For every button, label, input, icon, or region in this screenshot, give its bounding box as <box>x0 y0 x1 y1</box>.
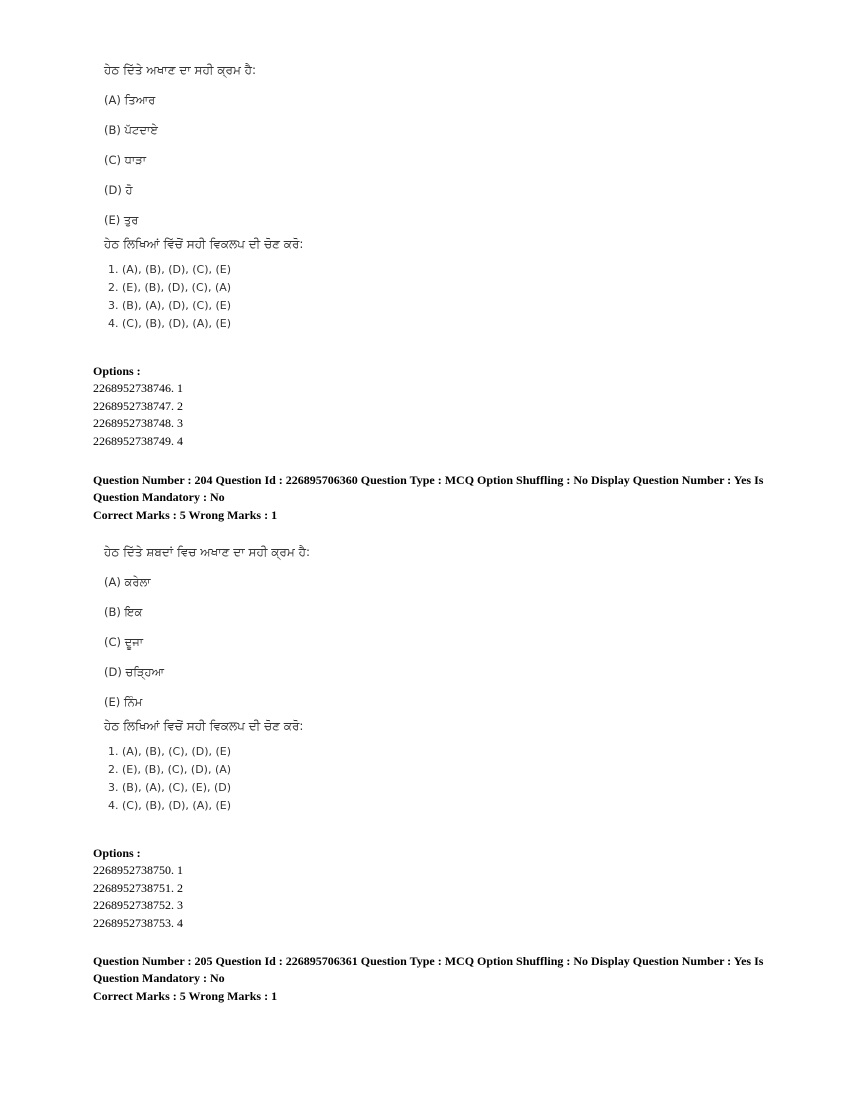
question-203-body <box>104 63 724 333</box>
item-text: ਨਿੰਮ <box>123 695 143 709</box>
item-b <box>104 123 724 137</box>
question-205-header <box>93 953 763 1005</box>
item-text: ਚੜ੍ਹਿਆ <box>125 665 165 679</box>
item-e <box>104 213 724 227</box>
item-d <box>104 183 724 197</box>
options-label: Options : <box>93 846 141 860</box>
item-text: ਇਕ <box>124 605 143 619</box>
item-a <box>104 93 724 107</box>
item-text: ਹੋ <box>125 183 133 197</box>
question-204-body <box>104 545 724 815</box>
item-letter: (A) <box>104 93 121 107</box>
item-letter: (D) <box>104 665 122 679</box>
question-stem: ਹੇਠ ਦਿੱਤੇ ਸ਼ਬਦਾਂ ਵਿਚ ਅਖਾਣ ਦਾ ਸਹੀ ਕ੍ਰਮ ਹੈ: <box>104 545 310 559</box>
choice-item: 2. (E), (B), (C), (D), (A) <box>108 763 232 776</box>
item-letter: (A) <box>104 575 121 589</box>
option-id: 2268952738752. 3 <box>93 898 183 913</box>
choice-list <box>104 261 724 333</box>
option-id: 2268952738746. 1 <box>93 381 183 396</box>
item-b <box>104 605 724 619</box>
options-label: Options : <box>93 364 141 378</box>
question-meta-line: Question Number : 204 Question Id : 226895706360 Question Type : MCQ Option Shuffling : No Display Question Number : Yes Is <box>93 473 764 487</box>
item-letter: (B) <box>104 123 121 137</box>
option-id: 2268952738753. 4 <box>93 915 183 930</box>
item-text: ਤਿਆਰ <box>124 93 156 107</box>
choice-item: 3. (B), (A), (C), (E), (D) <box>108 781 232 794</box>
choice-list <box>104 743 724 815</box>
option-id: 2268952738750. 1 <box>93 863 183 878</box>
item-text: ਤੁਰ <box>123 213 139 227</box>
item-letter: (D) <box>104 183 122 197</box>
item-letter: (E) <box>104 213 121 227</box>
item-text: ਧਾੜਾ <box>124 153 147 167</box>
item-letter: (B) <box>104 605 121 619</box>
item-c <box>104 635 724 649</box>
item-letter: (C) <box>104 153 122 167</box>
option-id: 2268952738751. 2 <box>93 880 183 895</box>
item-c <box>104 153 724 167</box>
question-marks: Correct Marks : 5 Wrong Marks : 1 <box>93 507 278 522</box>
question-instruction: ਹੇਠ ਲਿਖਿਆਂ ਵਿਚੋਂ ਸਹੀ ਵਿਕਲਪ ਦੀ ਚੋਣ ਕਰੋ: <box>104 719 304 733</box>
item-a <box>104 575 724 589</box>
choice-item: 4. (C), (B), (D), (A), (E) <box>108 799 232 812</box>
question-marks: Correct Marks : 5 Wrong Marks : 1 <box>93 988 278 1003</box>
options-block-204 <box>93 845 183 932</box>
question-instruction: ਹੇਠ ਲਿਖਿਆਂ ਵਿੱਚੋਂ ਸਹੀ ਵਿਕਲਪ ਦੀ ਚੋਣ ਕਰੋ: <box>104 237 304 251</box>
option-id: 2268952738747. 2 <box>93 398 183 413</box>
option-id: 2268952738748. 3 <box>93 416 183 431</box>
item-e <box>104 695 724 709</box>
choice-item: 1. (A), (B), (C), (D), (E) <box>108 745 232 758</box>
question-204-header <box>93 472 763 524</box>
options-block-203 <box>93 363 183 450</box>
item-d <box>104 665 724 679</box>
question-meta-line: Question Mandatory : No <box>93 490 225 505</box>
option-id: 2268952738749. 4 <box>93 433 183 448</box>
question-meta-line: Question Number : 205 Question Id : 226895706361 Question Type : MCQ Option Shuffling : No Display Question Number : Yes Is <box>93 954 764 968</box>
choice-item: 2. (E), (B), (D), (C), (A) <box>108 281 232 294</box>
choice-item: 1. (A), (B), (D), (C), (E) <box>108 263 232 276</box>
choice-item: 4. (C), (B), (D), (A), (E) <box>108 317 232 330</box>
item-text: ਪੱਟਦਾਏ <box>124 123 158 137</box>
choice-item: 3. (B), (A), (D), (C), (E) <box>108 299 232 312</box>
question-meta-line: Question Mandatory : No <box>93 971 225 986</box>
item-text: ਦੂਜਾ <box>124 635 144 649</box>
item-letter: (C) <box>104 635 122 649</box>
item-letter: (E) <box>104 695 121 709</box>
item-text: ਕਰੇਲਾ <box>124 575 151 589</box>
question-stem: ਹੇਠ ਦਿੱਤੇ ਅਖਾਣ ਦਾ ਸਹੀ ਕ੍ਰਮ ਹੈ: <box>104 63 257 77</box>
